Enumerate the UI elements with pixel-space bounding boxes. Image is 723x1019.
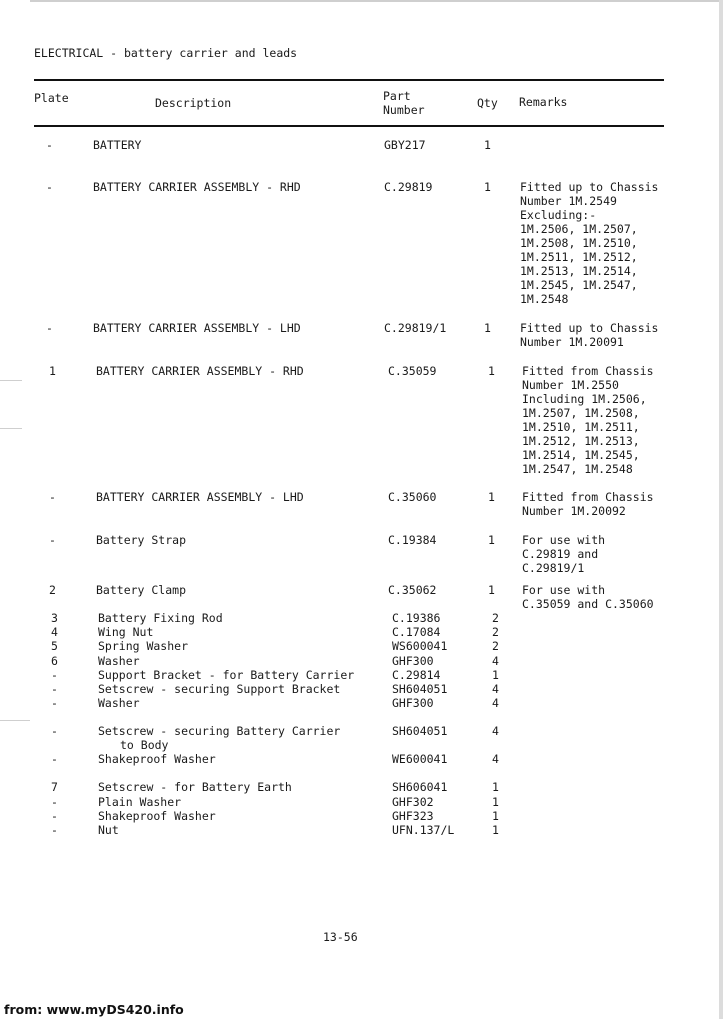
row-part-number: C.35062 <box>388 583 437 597</box>
row-plate: - <box>51 696 58 710</box>
footer-source: from: www.myDS420.info <box>4 1002 184 1017</box>
row-description: Wing Nut <box>98 625 154 639</box>
row-plate: - <box>49 533 56 547</box>
row-qty: 1 <box>492 809 499 823</box>
row-part-number: C.35059 <box>388 364 437 378</box>
row-qty: 1 <box>492 795 499 809</box>
row-part-number: GHF300 <box>392 654 434 668</box>
row-qty: 4 <box>492 752 499 766</box>
row-qty: 1 <box>484 138 491 152</box>
row-qty: 4 <box>492 654 499 668</box>
header-description: Description <box>155 96 232 110</box>
row-description: Nut <box>98 823 119 837</box>
header-part-line2: Number <box>383 103 425 117</box>
row-description: BATTERY CARRIER ASSEMBLY - RHD <box>93 180 301 194</box>
row-part-number: GHF323 <box>392 809 434 823</box>
row-plate: - <box>51 682 58 696</box>
row-qty: 4 <box>492 724 499 738</box>
row-description: Setscrew - securing Support Bracket <box>98 682 341 696</box>
row-part-number: C.29819 <box>384 180 433 194</box>
row-description: Battery Clamp <box>96 583 187 597</box>
row-description: BATTERY CARRIER ASSEMBLY - LHD <box>93 321 301 335</box>
row-description: Setscrew - for Battery Earth <box>98 780 292 794</box>
row-plate: 3 <box>51 611 58 625</box>
row-plate: - <box>51 795 58 809</box>
row-plate: 4 <box>51 625 58 639</box>
scan-edge-right <box>719 0 723 1019</box>
row-remarks: For use with C.35059 and C.35060 <box>522 583 654 611</box>
row-qty: 1 <box>484 321 491 335</box>
scan-mark-left-3 <box>0 720 30 721</box>
row-qty: 2 <box>492 639 499 653</box>
row-part-number: C.29814 <box>392 668 441 682</box>
header-part-line1: Part <box>383 89 411 103</box>
row-part-number: GHF300 <box>392 696 434 710</box>
row-description: to Body <box>120 738 169 752</box>
scan-mark-left-2 <box>0 428 22 429</box>
header-qty: Qty <box>477 96 498 110</box>
row-description: BATTERY CARRIER ASSEMBLY - LHD <box>96 490 304 504</box>
page-title: ELECTRICAL - battery carrier and leads <box>34 46 298 60</box>
header-plate: Plate <box>34 91 69 105</box>
row-plate: - <box>46 138 53 152</box>
row-remarks: For use with C.29819 and C.29819/1 <box>522 533 606 575</box>
row-qty: 2 <box>492 611 499 625</box>
row-part-number: SH604051 <box>392 682 448 696</box>
row-qty: 1 <box>492 780 499 794</box>
row-remarks: Fitted from Chassis Number 1M.2550 Including 1M.2506, 1M.2507, 1M.2508, 1M.2510, 1M.2511, 1M.2512, 1M.2513, 1M.2514, 1M.2545, 1M.2547, 1M.2548 <box>522 364 654 476</box>
scan-mark-left-1 <box>0 380 22 381</box>
row-plate: - <box>51 752 58 766</box>
row-plate: 1 <box>49 364 56 378</box>
row-part-number: C.19386 <box>392 611 441 625</box>
row-qty: 4 <box>492 696 499 710</box>
row-qty: 4 <box>492 682 499 696</box>
row-remarks: Fitted up to Chassis Number 1M.2549 Excluding:- 1M.2506, 1M.2507, 1M.2508, 1M.2510, 1M.2511, 1M.2512, 1M.2513, 1M.2514, 1M.2545, 1M.2547, 1M.2548 <box>520 180 659 306</box>
row-qty: 1 <box>488 583 495 597</box>
row-qty: 1 <box>492 823 499 837</box>
row-qty: 1 <box>492 668 499 682</box>
header-remarks: Remarks <box>519 95 568 109</box>
row-part-number: C.29819/1 <box>384 321 447 335</box>
row-plate: - <box>51 823 58 837</box>
row-remarks: Fitted up to Chassis Number 1M.20091 <box>520 321 659 349</box>
row-description: Spring Washer <box>98 639 189 653</box>
row-part-number: SH604051 <box>392 724 448 738</box>
row-qty: 1 <box>484 180 491 194</box>
row-qty: 1 <box>488 364 495 378</box>
row-plate: - <box>46 321 53 335</box>
row-description: Shakeproof Washer <box>98 809 216 823</box>
row-part-number: C.35060 <box>388 490 437 504</box>
row-description: Plain Washer <box>98 795 182 809</box>
header-top-rule <box>34 79 664 81</box>
row-qty: 1 <box>488 533 495 547</box>
row-qty: 1 <box>488 490 495 504</box>
row-description: Battery Strap <box>96 533 187 547</box>
row-part-number: WS600041 <box>392 639 448 653</box>
row-plate: - <box>49 490 56 504</box>
row-description: Shakeproof Washer <box>98 752 216 766</box>
row-part-number: C.19384 <box>388 533 437 547</box>
row-description: Battery Fixing Rod <box>98 611 223 625</box>
header-bottom-rule <box>34 125 664 127</box>
scan-edge-top <box>30 0 723 2</box>
row-part-number: C.17084 <box>392 625 441 639</box>
row-plate: - <box>51 809 58 823</box>
row-description: Washer <box>98 696 140 710</box>
row-plate: - <box>51 724 58 738</box>
row-part-number: WE600041 <box>392 752 448 766</box>
row-part-number: SH606041 <box>392 780 448 794</box>
page-number: 13-56 <box>323 930 358 944</box>
row-plate: 5 <box>51 639 58 653</box>
row-plate: 6 <box>51 654 58 668</box>
row-qty: 2 <box>492 625 499 639</box>
row-plate: - <box>51 668 58 682</box>
row-plate: 7 <box>51 780 58 794</box>
row-description: Setscrew - securing Battery Carrier <box>98 724 341 738</box>
row-part-number: GHF302 <box>392 795 434 809</box>
row-plate: 2 <box>49 583 56 597</box>
row-plate: - <box>46 180 53 194</box>
row-description: Support Bracket - for Battery Carrier <box>98 668 355 682</box>
row-description: BATTERY <box>93 138 142 152</box>
row-description: BATTERY CARRIER ASSEMBLY - RHD <box>96 364 304 378</box>
row-remarks: Fitted from Chassis Number 1M.20092 <box>522 490 654 518</box>
row-part-number: UFN.137/L <box>392 823 455 837</box>
row-description: Washer <box>98 654 140 668</box>
row-part-number: GBY217 <box>384 138 426 152</box>
